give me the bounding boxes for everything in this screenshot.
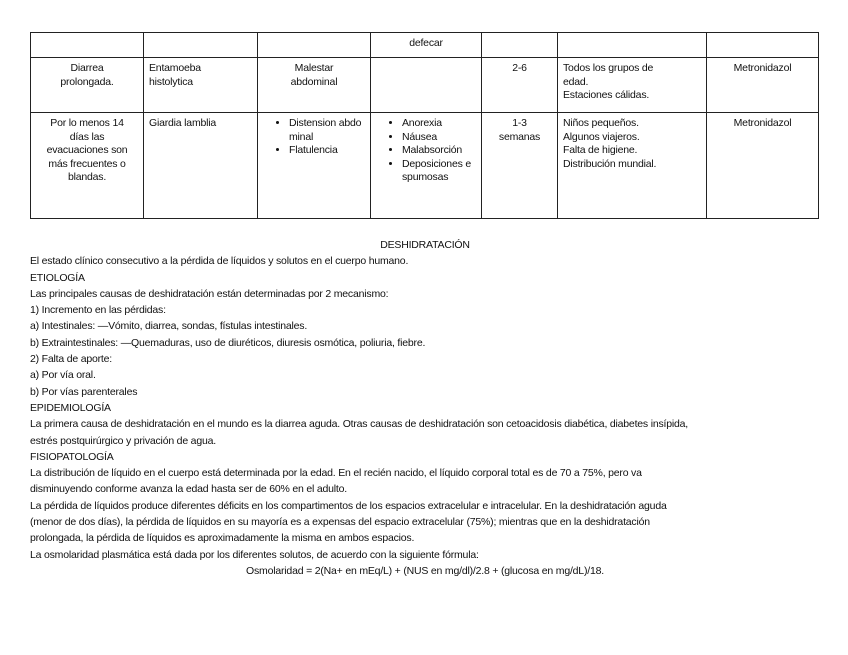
paragraph-line: prolongada, la pérdida de líquidos es aproximadamente la misma en ambos espacios. <box>30 532 415 545</box>
cell-text-line: Distribución mundial. <box>563 157 657 170</box>
heading-etiologia: ETIOLOGÍA <box>30 271 85 284</box>
cell-text: defecar <box>409 37 443 49</box>
list-item: a) Intestinales: —Vómito, diarrea, sondas, fístulas intestinales. <box>30 320 308 333</box>
paragraph-line: La distribución de líquido en el cuerpo está determinada por la edad. En el recién nacido, el líquido corporal total es de 70 a 75%, pero va <box>30 467 642 480</box>
table-cell <box>258 113 371 219</box>
table-row <box>31 113 819 219</box>
paragraph-line: estrés postquirúrgico y privación de agua. <box>30 434 216 447</box>
cell-text: Metronidazol <box>733 62 792 74</box>
cell-text-line: edad. <box>563 75 589 88</box>
table-cell <box>371 58 482 113</box>
cell-text-line: Diarrea <box>70 62 104 74</box>
paragraph-line: disminuyendo conforme avanza la edad hasta ser de 60% en el adulto. <box>30 483 347 496</box>
bullet-item: • Anorexia <box>402 117 476 131</box>
cell-text-line: Falta de higiene. <box>563 144 638 156</box>
bullet-item: • Distension abdominal <box>289 117 365 144</box>
paragraph-line: La primera causa de deshidratación en el mundo es la diarrea aguda. Otras causas de deshidratación son cetoacidosis diabética, diabetes insípida, <box>30 418 689 431</box>
bullet-item: • Náusea <box>402 131 476 145</box>
cell-text-line: 1-3 <box>512 117 527 129</box>
cell-text-line: blandas. <box>67 171 107 183</box>
cell-text-line: Por lo menos 14 <box>50 117 124 129</box>
list-item: 1) Incremento en las pérdidas: <box>30 304 166 317</box>
table-cell <box>144 33 258 58</box>
paragraph: Las principales causas de deshidratación están determinadas por 2 mecanismo: <box>30 287 389 300</box>
cell-text-line: Entamoeba <box>149 62 201 74</box>
table-cell <box>31 113 144 219</box>
table-cell <box>371 33 482 58</box>
cell-text-line: Estaciones cálidas. <box>563 89 650 101</box>
cell-text-line: Todos los grupos de <box>563 62 654 74</box>
cell-text-line: Algunos viajeros. <box>563 130 640 143</box>
table-cell <box>482 58 558 113</box>
cell-text-line: más frecuentes o <box>48 157 126 170</box>
cell-text-line: días las <box>69 130 105 143</box>
document-body <box>30 237 820 579</box>
list-item: b) Extraintestinales: —Quemaduras, uso de diuréticos, diuresis osmótica, poliuria, fiebre. <box>30 336 426 349</box>
section-title: DESHIDRATACIÓN <box>380 239 470 251</box>
heading-epidemiologia: EPIDEMIOLOGÍA <box>30 401 111 414</box>
table-cell <box>31 58 144 113</box>
table-row <box>31 58 819 113</box>
list-item: a) Por vía oral. <box>30 369 96 382</box>
heading-fisiopatologia: FISIOPATOLOGÍA <box>30 450 114 463</box>
paragraph-line: (menor de dos días), la pérdida de líquidos en su mayoría es a expensas del espacio extracelular (75%); mientras que en la deshidratación <box>30 516 650 529</box>
bullet-item: • Deposiciones espumosas <box>402 158 476 185</box>
table-row <box>31 33 819 58</box>
bullet-list <box>263 117 365 158</box>
bullet-item: • Flatulencia <box>289 144 365 158</box>
cell-text-line: semanas <box>498 130 541 143</box>
paragraph-line: La pérdida de líquidos produce diferentes déficits en los compartimentos de los espacios extracelular e intracelular. En la deshidratación aguda <box>30 499 667 512</box>
bullet-item: • Malabsorción <box>402 144 476 158</box>
cell-text-line: abdominal <box>290 75 338 88</box>
table-cell <box>558 58 707 113</box>
formula: Osmolaridad = 2(Na+ en mEq/L) + (NUS en mg/dl)/2.8 + (glucosa en mg/dL)/18. <box>246 564 604 577</box>
table-cell <box>144 58 258 113</box>
cell-text-line: prolongada. <box>60 75 114 88</box>
table-cell <box>144 113 258 219</box>
paragraph-line: La osmolaridad plasmática está dada por los diferentes solutos, de acuerdo con la siguiente fórmula: <box>30 548 479 561</box>
table-cell <box>31 33 144 58</box>
table-cell <box>258 33 371 58</box>
list-item: b) Por vías parenterales <box>30 385 138 398</box>
table-cell <box>371 113 482 219</box>
cell-text-line: histolytica <box>149 75 193 88</box>
disease-table <box>30 32 819 219</box>
cell-text: Metronidazol <box>733 117 792 129</box>
table-cell <box>258 58 371 113</box>
cell-text-line: Niños pequeños. <box>563 117 639 129</box>
table-cell <box>707 33 819 58</box>
cell-text: Giardia lamblia <box>149 117 217 129</box>
table-cell <box>482 33 558 58</box>
definition: El estado clínico consecutivo a la pérdida de líquidos y solutos en el cuerpo humano. <box>30 255 409 268</box>
table-cell <box>707 113 819 219</box>
table-cell <box>482 113 558 219</box>
table-cell <box>558 113 707 219</box>
cell-text-line: evacuaciones son <box>46 144 128 156</box>
cell-text-line: Malestar <box>294 62 334 74</box>
table-cell <box>558 33 707 58</box>
list-item: 2) Falta de aporte: <box>30 353 112 366</box>
cell-text: 2-6 <box>512 62 527 74</box>
table-cell <box>707 58 819 113</box>
bullet-list <box>376 117 476 185</box>
